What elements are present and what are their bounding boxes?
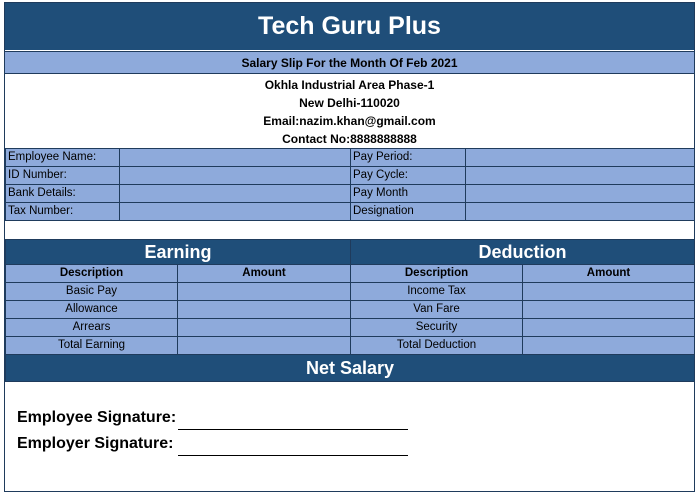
info-value[interactable] <box>466 167 695 185</box>
employer-signature-line[interactable] <box>178 455 408 456</box>
address-email: Email:nazim.khan@gmail.com <box>263 114 436 128</box>
info-label: Designation <box>351 203 466 221</box>
deduction-header: Deduction <box>351 240 695 265</box>
earning-item: Arrears <box>6 319 178 337</box>
info-value[interactable] <box>120 149 351 167</box>
deduction-item: Security <box>351 319 523 337</box>
total-earning-label: Total Earning <box>6 337 178 355</box>
earning-item: Basic Pay <box>6 283 178 301</box>
info-value[interactable] <box>120 185 351 203</box>
info-value[interactable] <box>466 203 695 221</box>
total-deduction-label: Total Deduction <box>351 337 523 355</box>
info-value[interactable] <box>466 149 695 167</box>
earning-amount[interactable] <box>178 319 351 337</box>
col-amount: Amount <box>178 265 351 283</box>
net-salary-header: Net Salary <box>6 355 695 382</box>
earning-amount[interactable] <box>178 283 351 301</box>
info-label: Bank Details: <box>6 185 120 203</box>
salary-table <box>5 239 695 382</box>
deduction-item: Van Fare <box>351 301 523 319</box>
employee-signature-label: Employee Signature: <box>17 409 177 426</box>
earning-header: Earning <box>6 240 351 265</box>
info-value[interactable] <box>120 203 351 221</box>
address-contact: Contact No:8888888888 <box>282 132 417 146</box>
deduction-item: Income Tax <box>351 283 523 301</box>
col-amount: Amount <box>523 265 695 283</box>
address-line2: New Delhi-110020 <box>299 96 400 110</box>
address-line1: Okhla Industrial Area Phase-1 <box>264 78 435 92</box>
earning-item: Allowance <box>6 301 178 319</box>
employee-info-table <box>5 148 695 221</box>
earning-amount[interactable] <box>178 301 351 319</box>
deduction-amount[interactable] <box>523 319 695 337</box>
info-value[interactable] <box>466 185 695 203</box>
total-deduction-amount[interactable] <box>523 337 695 355</box>
deduction-amount[interactable] <box>523 301 695 319</box>
slip-title: Salary Slip For the Month Of Feb 2021 <box>5 51 694 74</box>
info-label: ID Number: <box>6 167 120 185</box>
company-title: Tech Guru Plus <box>5 3 694 50</box>
info-label: Tax Number: <box>6 203 120 221</box>
col-description: Description <box>351 265 523 283</box>
info-label: Employee Name: <box>6 149 120 167</box>
salary-slip <box>4 2 695 492</box>
employer-signature-label: Employer Signature: <box>17 435 174 452</box>
total-earning-amount[interactable] <box>178 337 351 355</box>
deduction-amount[interactable] <box>523 283 695 301</box>
info-label: Pay Cycle: <box>351 167 466 185</box>
col-description: Description <box>6 265 178 283</box>
employee-signature-line[interactable] <box>178 429 408 430</box>
info-label: Pay Month <box>351 185 466 203</box>
info-label: Pay Period: <box>351 149 466 167</box>
info-value[interactable] <box>120 167 351 185</box>
